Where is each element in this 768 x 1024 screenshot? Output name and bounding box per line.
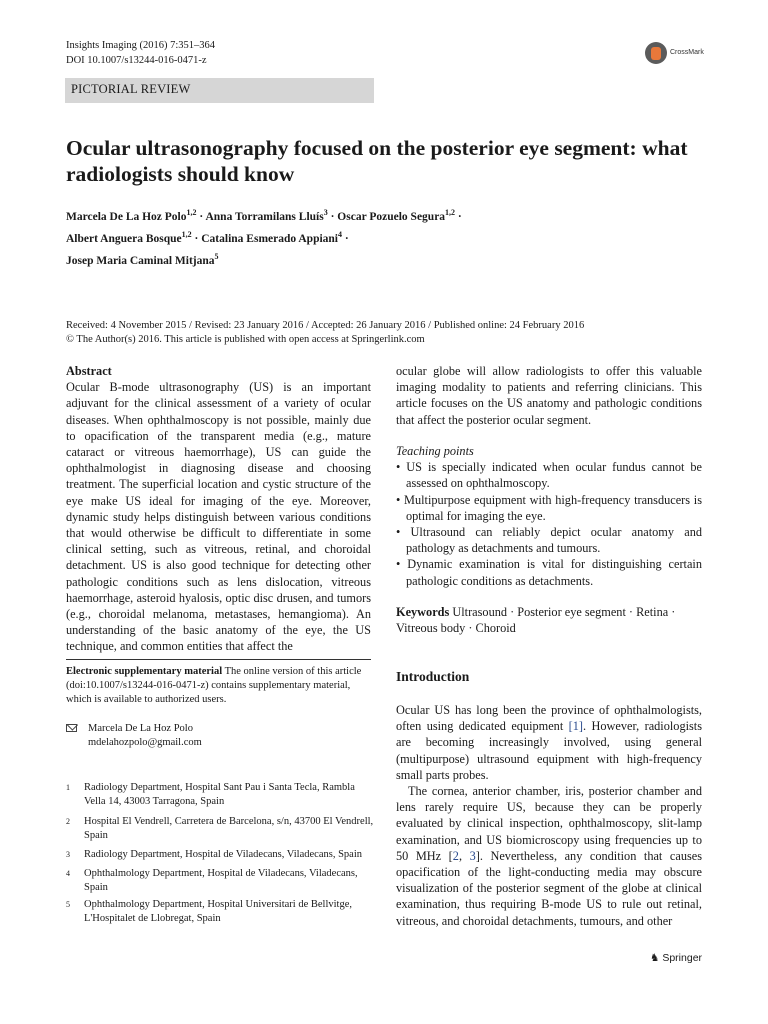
- journal-volume: Insights Imaging (2016) 7:351–364: [66, 40, 216, 51]
- affiliation-number: 5: [66, 900, 70, 909]
- affiliation-text: Radiology Department, Hospital de Viladecans, Viladecans, Spain: [84, 849, 362, 860]
- keywords-text: Ultrasound · Posterior eye segment · Retina · Vitreous body · Choroid: [396, 605, 676, 636]
- abstract-text: Ocular B-mode ultrasonography (US) is an important adjuvant for the clinical assessment of a variety of ocular diseases. When ophthalmoscopy is not possible, mainly due to opacification of the transparent media (e.g., mature cataract or vitreous haemorrhage), US can guide the ophthalmologist in diagnosing disease and choosing treatment. The superficial location and cystic structure of the eye make US ideal for imaging of the eye. Moreover, dynamic study helps distinguish between various conditions that would otherwise be difficult to differentiate in some clinical setting, such as vitreous, retinal, and choroidal detachment. US is also good technique for detecting other pathologic conditions such as lens dislocation, vitreous haemorrhage, asteroid hyalosis, optic disc drusen, and tumors (e.g., choroidal melanoma, metastases, hemangioma). An understanding of the basic anatomy of the eye, the US technique, and common entities that affect the: [66, 380, 371, 654]
- abstract-section: [66, 363, 371, 655]
- author-affiliation-sup: 1,2: [445, 208, 456, 217]
- affiliation-text: Ophthalmology Department, Hospital Universitari de Bellvitge, L'Hospitalet de Llobregat, Spain: [84, 899, 352, 924]
- intro-text: The cornea, anterior chamber, iris, posterior chamber and lens rarely require US, because they can be properly evaluated by clinical inspection, ophthalmoscopy, slit-lamp examination, and US biomicroscopy using frequencies up to 50 MHz [: [396, 784, 702, 863]
- publisher-name: Springer: [662, 952, 703, 964]
- abstract-heading: Abstract: [66, 364, 112, 378]
- correspondence-name: Marcela De La Hoz Polo: [88, 723, 193, 734]
- citation-link[interactable]: 3: [469, 848, 476, 863]
- envelope-icon: [66, 724, 77, 732]
- crossmark-icon: [645, 42, 667, 64]
- article-type-badge: [65, 78, 374, 103]
- author-name[interactable]: Marcela De La Hoz Polo: [66, 210, 187, 223]
- teaching-points: [396, 443, 702, 589]
- author-affiliation-sup: 5: [214, 251, 219, 261]
- supplementary-label: Electronic supplementary material: [66, 666, 223, 677]
- author-affiliation-sup: 1,2: [186, 208, 197, 217]
- citation-link[interactable]: 2: [452, 848, 459, 863]
- introduction-paragraph-1: [396, 702, 702, 783]
- teaching-points-heading: Teaching points: [396, 444, 474, 458]
- author-name[interactable]: Josep Maria Caminal Mitjana: [66, 254, 215, 267]
- article-dates: Received: 4 November 2015 / Revised: 23 January 2016 / Accepted: 26 January 2016 / Published online: 24 February 2016: [66, 320, 585, 331]
- author-name[interactable]: Catalina Esmerado Appiani: [201, 232, 338, 245]
- affiliation-text: Hospital El Vendrell, Carretera de Barcelona, s/n, 43700 El Vendrell, Spain: [84, 816, 374, 841]
- author-affiliation-sup: 4: [338, 229, 342, 239]
- section-heading-introduction: Introduction: [396, 669, 470, 684]
- author-affiliation-sup: 3: [323, 208, 328, 217]
- journal-citation: [66, 39, 215, 68]
- affiliation-number: 2: [66, 817, 70, 826]
- teaching-point: • Dynamic examination is vital for distinguishing certain pathologic conditions as detachments.: [396, 557, 702, 588]
- keywords: [396, 604, 702, 636]
- affiliation-item: [66, 848, 371, 862]
- journal-doi[interactable]: DOI 10.1007/s13244-016-0471-z: [66, 54, 207, 66]
- author-name[interactable]: Anna Torramilans Lluís: [205, 210, 324, 223]
- springer-horse-icon: ♞: [650, 952, 660, 964]
- author-name[interactable]: Albert Anguera Bosque: [66, 232, 182, 245]
- intro-text: Ocular US has long been the province of ophthalmologists, often using dedicated equipment: [396, 703, 702, 734]
- copyright-notice: © The Author(s) 2016. This article is published with open access at Springerlink.com: [66, 334, 425, 345]
- affiliation-number: 1: [66, 783, 70, 792]
- affiliation-item: [66, 815, 374, 843]
- supplementary-text: The online version of this article (doi:10.1007/s13244-016-0471-z) contains supplementary material, which is available to authorized users.: [66, 666, 362, 705]
- publisher-logo: [650, 952, 702, 964]
- divider: [66, 659, 371, 660]
- intro-text: ,: [458, 848, 470, 863]
- teaching-point: • Ultrasound can reliably depict ocular anatomy and pathology as detachments and tumours.: [396, 525, 702, 556]
- affiliation-item: [66, 898, 371, 926]
- citation-link[interactable]: [1]: [568, 719, 584, 734]
- intro-text: ]. Nevertheless, any condition that causes opacification of the light-conducting media may obscure visualization of the posterior segment of the globe at clinical examination, thus requiring B-mode US to rule out retinal, vitreous, and choroidal detachments, tumours, and other: [396, 848, 702, 928]
- crossmark-label: CrossMark: [670, 49, 704, 56]
- introduction-paragraph-2: [396, 783, 702, 929]
- affiliation-number: 4: [66, 869, 70, 878]
- author-list: Marcela De La Hoz Polo$^{1,2}$ · Anna Torramilans Lluís$^3$ · Oscar Pozuelo Segura$^{1,2}$ · Albert Anguera Bosque$^{1,2}$ · Catalina Esmerado Appiani$^4$ · Josep Maria Caminal Mitjana$^5$: [66, 208, 462, 267]
- affiliation-text: Radiology Department, Hospital Sant Pau i Santa Tecla, Rambla Vella 14, 43003 Tarragona, Spain: [84, 782, 355, 807]
- teaching-point: • US is specially indicated when ocular fundus cannot be assessed on ophthalmoscopy.: [396, 460, 702, 491]
- author-name[interactable]: Oscar Pozuelo Segura: [337, 210, 446, 223]
- affiliation-text: Ophthalmology Department, Hospital de Viladecans, Viladecans, Spain: [84, 868, 358, 893]
- article-type-label: PICTORIAL REVIEW: [71, 82, 191, 96]
- author-affiliation-sup: 1,2: [181, 229, 192, 239]
- crossmark-logo[interactable]: [645, 41, 705, 71]
- affiliation-item: [66, 867, 371, 895]
- abstract-continued: ocular globe will allow radiologists to offer this valuable imaging modality to patients and referring clinicians. This article focuses on the US anatomy and pathologic conditions that affect the posterior ocular segment.: [396, 364, 702, 427]
- correspondence: [66, 722, 371, 750]
- article-title: Ocular ultrasonography focused on the posterior eye segment: what radiologists should know: [66, 136, 688, 186]
- intro-text: . However, radiologists are becoming increasingly involved, using general (multipurpose) ultrasound equipment with high-frequency small parts probes.: [396, 719, 702, 782]
- keywords-label: Keywords: [396, 605, 450, 619]
- correspondence-email[interactable]: mdelahozpolo@gmail.com: [88, 737, 202, 748]
- affiliation-item: [66, 781, 371, 809]
- supplementary-note: [66, 665, 371, 707]
- affiliation-number: 3: [66, 850, 70, 859]
- teaching-point: • Multipurpose equipment with high-frequency transducers is optimal for imaging the eye.: [396, 492, 702, 523]
